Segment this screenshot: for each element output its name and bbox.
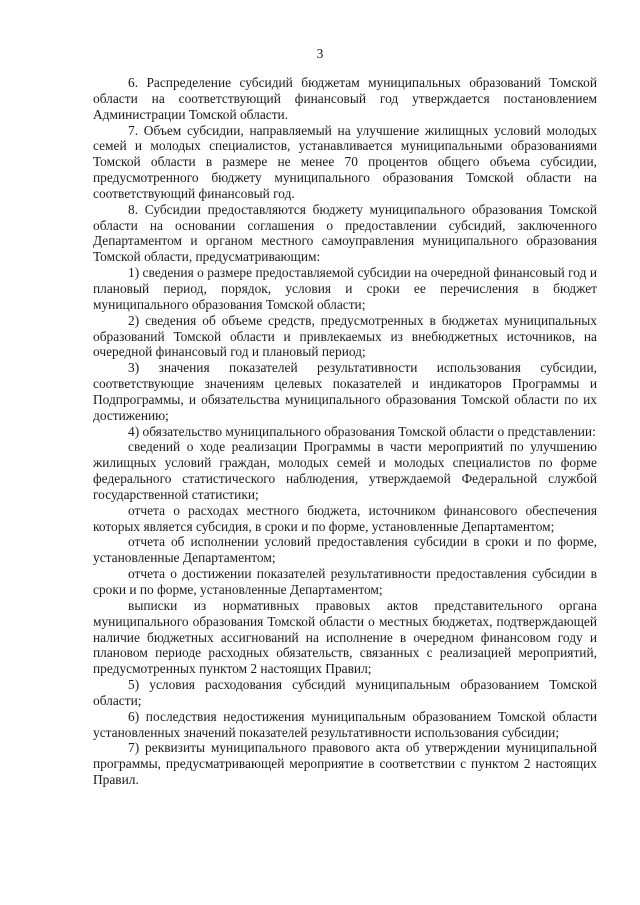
list-item-1-subsidy-size: 1) сведения о размере предоставляемой субсидии на очередной финансовый год и плановый период, порядок, условия и сроки ее перечисления в бюджет муниципального образования Томской области;: [93, 265, 597, 312]
report-item-local-budget-expenses: отчета о расходах местного бюджета, источником финансового обеспечения которых является субсидия, в сроки и по форме, установленные Департаментом;: [93, 502, 597, 534]
paragraph-7-subsidy-volume: 7. Объем субсидии, направляемый на улучшение жилищных условий молодых семей и молодых специалистов, устанавливается муниципальными образованиями Томской области в размере не менее 70 процентов общего объема субсидии, предусмотренного бюджету муниципального образования Томской области на соответствующий финансовый год.: [93, 122, 597, 201]
document-body: [93, 75, 597, 788]
list-item-4-reporting-obligation: 4) обязательство муниципального образования Томской области о представлении:: [128, 423, 596, 439]
paragraph-8-agreement: 8. Субсидии предоставляются бюджету муниципального образования Томской области на основании соглашения о предоставлении субсидий, заключенного Департаментом и органом местного самоуправления муниципального образования Томской области, предусматривающим:: [93, 201, 597, 265]
list-item-2-funds-volume: 2) сведения об объеме средств, предусмотренных в бюджетах муниципальных образований Томской области и привлекаемых из внебюджетных источников, на очередной финансовый год и плановый период;: [93, 312, 597, 360]
paragraph-6-distribution: 6. Распределение субсидий бюджетам муниципальных образований Томской области на соответствующий финансовый год утверждается постановлением Администрации Томской области.: [93, 75, 597, 122]
report-item-conditions-fulfillment: отчета об исполнении условий предоставления субсидии в сроки и по форме, установленные Департаментом;: [93, 534, 597, 566]
report-item-indicators-achievement: отчета о достижении показателей результативности предоставления субсидии в сроки и по форме, установленные Департаментом;: [93, 566, 597, 597]
list-item-5-spending-conditions: 5) условия расходования субсидий муниципальным образованием Томской области;: [93, 677, 597, 708]
report-item-normative-acts-extract: выписки из нормативных правовых актов представительного органа муниципального образования Томской области о местных бюджетах, подтверждающей наличие бюджетных ассигнований на исполнение в очередном финансовом году и плановом периоде расходных обязательств, связанных с реализацией мероприятий, предусмотренных пунктом 2 настоящих Правил;: [93, 597, 597, 677]
list-item-3-performance-indicators: 3) значения показателей результативности использования субсидии, соответствующие значениям целевых показателей и индикаторов Программы и Подпрограммы, и обязательства муниципального образования Томской области по их достижению;: [93, 360, 597, 423]
list-item-6-non-achievement-consequences: 6) последствия недостижения муниципальным образованием Томской области установленных значений показателей результативности использования субсидии;: [93, 708, 597, 740]
page-number: 3: [316, 46, 324, 61]
list-item-7-legal-act-details: 7) реквизиты муниципального правового акта об утверждении муниципальной программы, предусматривающей мероприятие в соответствии с пунктом 2 настоящих Правил.: [93, 740, 597, 788]
report-item-program-progress: сведений о ходе реализации Программы в части мероприятий по улучшению жилищных условий граждан, молодых семей и молодых специалистов по форме федерального статистического наблюдения, утверждаемой Федеральной службой государственной статистики;: [93, 439, 597, 502]
